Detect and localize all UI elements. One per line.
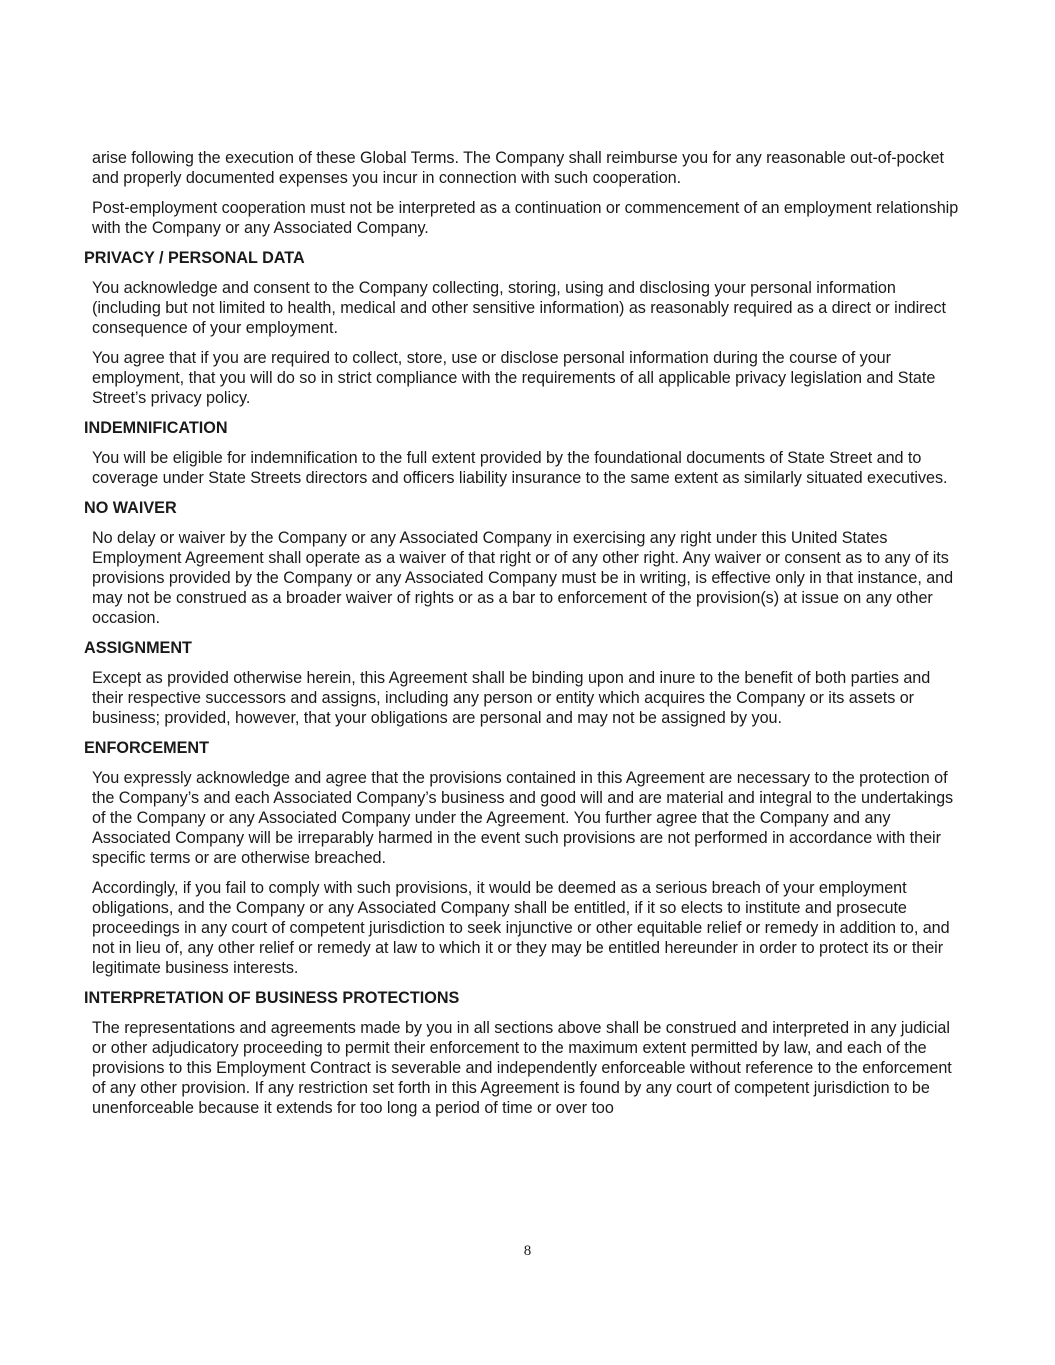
paragraph-enforcement-remedies: Accordingly, if you fail to comply with such provisions, it would be deemed as a serious breach of your employment obligations, and the Company or any Associated Company shall be entitled, if it so elects to institute and prosecute proceedings in any court of competent jurisdiction to seek injunctive or other equitable relief or remedy in addition to, and not in lieu of, any other relief or remedy at law to which it or they may be entitled hereunder in order to protect its or their legitimate business interests. <box>92 879 950 977</box>
paragraph-enforcement-acknowledgement: You expressly acknowledge and agree that the provisions contained in this Agreement are necessary to the protection of the Company’s and each Associated Company’s business and good will and are material and integral to the undertakings of the Company or any Associated Company under the Agreement. You further agree that the Company and any Associated Company will be irreparably harmed in the event such provisions are not performed in accordance with their specific terms or are otherwise breached. <box>92 769 954 867</box>
paragraph-indemnification: You will be eligible for indemnification to the full extent provided by the foundational documents of State Street and to coverage under State Streets directors and officers liability insurance to the same extent as similarly situated executives. <box>92 449 948 487</box>
paragraph-interpretation: The representations and agreements made by you in all sections above shall be construed and interpreted in any judicial or other adjudicatory proceeding to permit their enforcement to the maximum extent permitted by law, and each of the provisions to this Employment Contract is severable and independently enforceable without reference to the enforcement of any other provision. If any restriction set forth in this Agreement is found by any court of competent jurisdiction to be unenforceable because it extends for too long a period of time or over too <box>92 1019 952 1117</box>
paragraph-cooperation-expenses: arise following the execution of these Global Terms. The Company shall reimburse you for any reasonable out-of-pocket and properly documented expenses you incur in connection with such cooperation. <box>92 149 944 187</box>
paragraph-no-waiver: No delay or waiver by the Company or any Associated Company in exercising any right under this United States Employment Agreement shall operate as a waiver of that right or of any other right. Any waiver or consent as to any of its provisions provided by the Company or any Associated Company must be in writing, is effective only in that instance, and may not be construed as a broader waiver of rights or as a bar to enforcement of the provision(s) at issue on any other occasion. <box>92 529 954 627</box>
heading-assignment: ASSIGNMENT <box>84 639 192 657</box>
page-number: 8 <box>523 1243 532 1259</box>
heading-interpretation: INTERPRETATION OF BUSINESS PROTECTIONS <box>84 989 460 1007</box>
heading-no-waiver: NO WAIVER <box>84 499 177 517</box>
document-body <box>84 148 964 1128</box>
paragraph-privacy-compliance: You agree that if you are required to collect, store, use or disclose personal information during the course of your employment, that you will do so in strict compliance with the requirements of all applicable privacy legislation and State Street’s privacy policy. <box>92 349 936 407</box>
heading-enforcement: ENFORCEMENT <box>84 739 210 757</box>
heading-indemnification: INDEMNIFICATION <box>84 419 228 437</box>
paragraph-assignment: Except as provided otherwise herein, this Agreement shall be binding upon and inure to the benefit of both parties and their respective successors and assigns, including any person or entity which acquires the Company or its assets or business; provided, however, that your obligations are personal and may not be assigned by you. <box>92 669 931 727</box>
paragraph-privacy-consent: You acknowledge and consent to the Company collecting, storing, using and disclosing your personal information (including but not limited to health, medical and other sensitive information) as reasonably required as a direct or indirect consequence of your employment. <box>92 279 946 337</box>
paragraph-post-employment-cooperation: Post-employment cooperation must not be interpreted as a continuation or commencement of an employment relationship with the Company or any Associated Company. <box>92 199 959 237</box>
heading-privacy: PRIVACY / PERSONAL DATA <box>84 249 305 267</box>
